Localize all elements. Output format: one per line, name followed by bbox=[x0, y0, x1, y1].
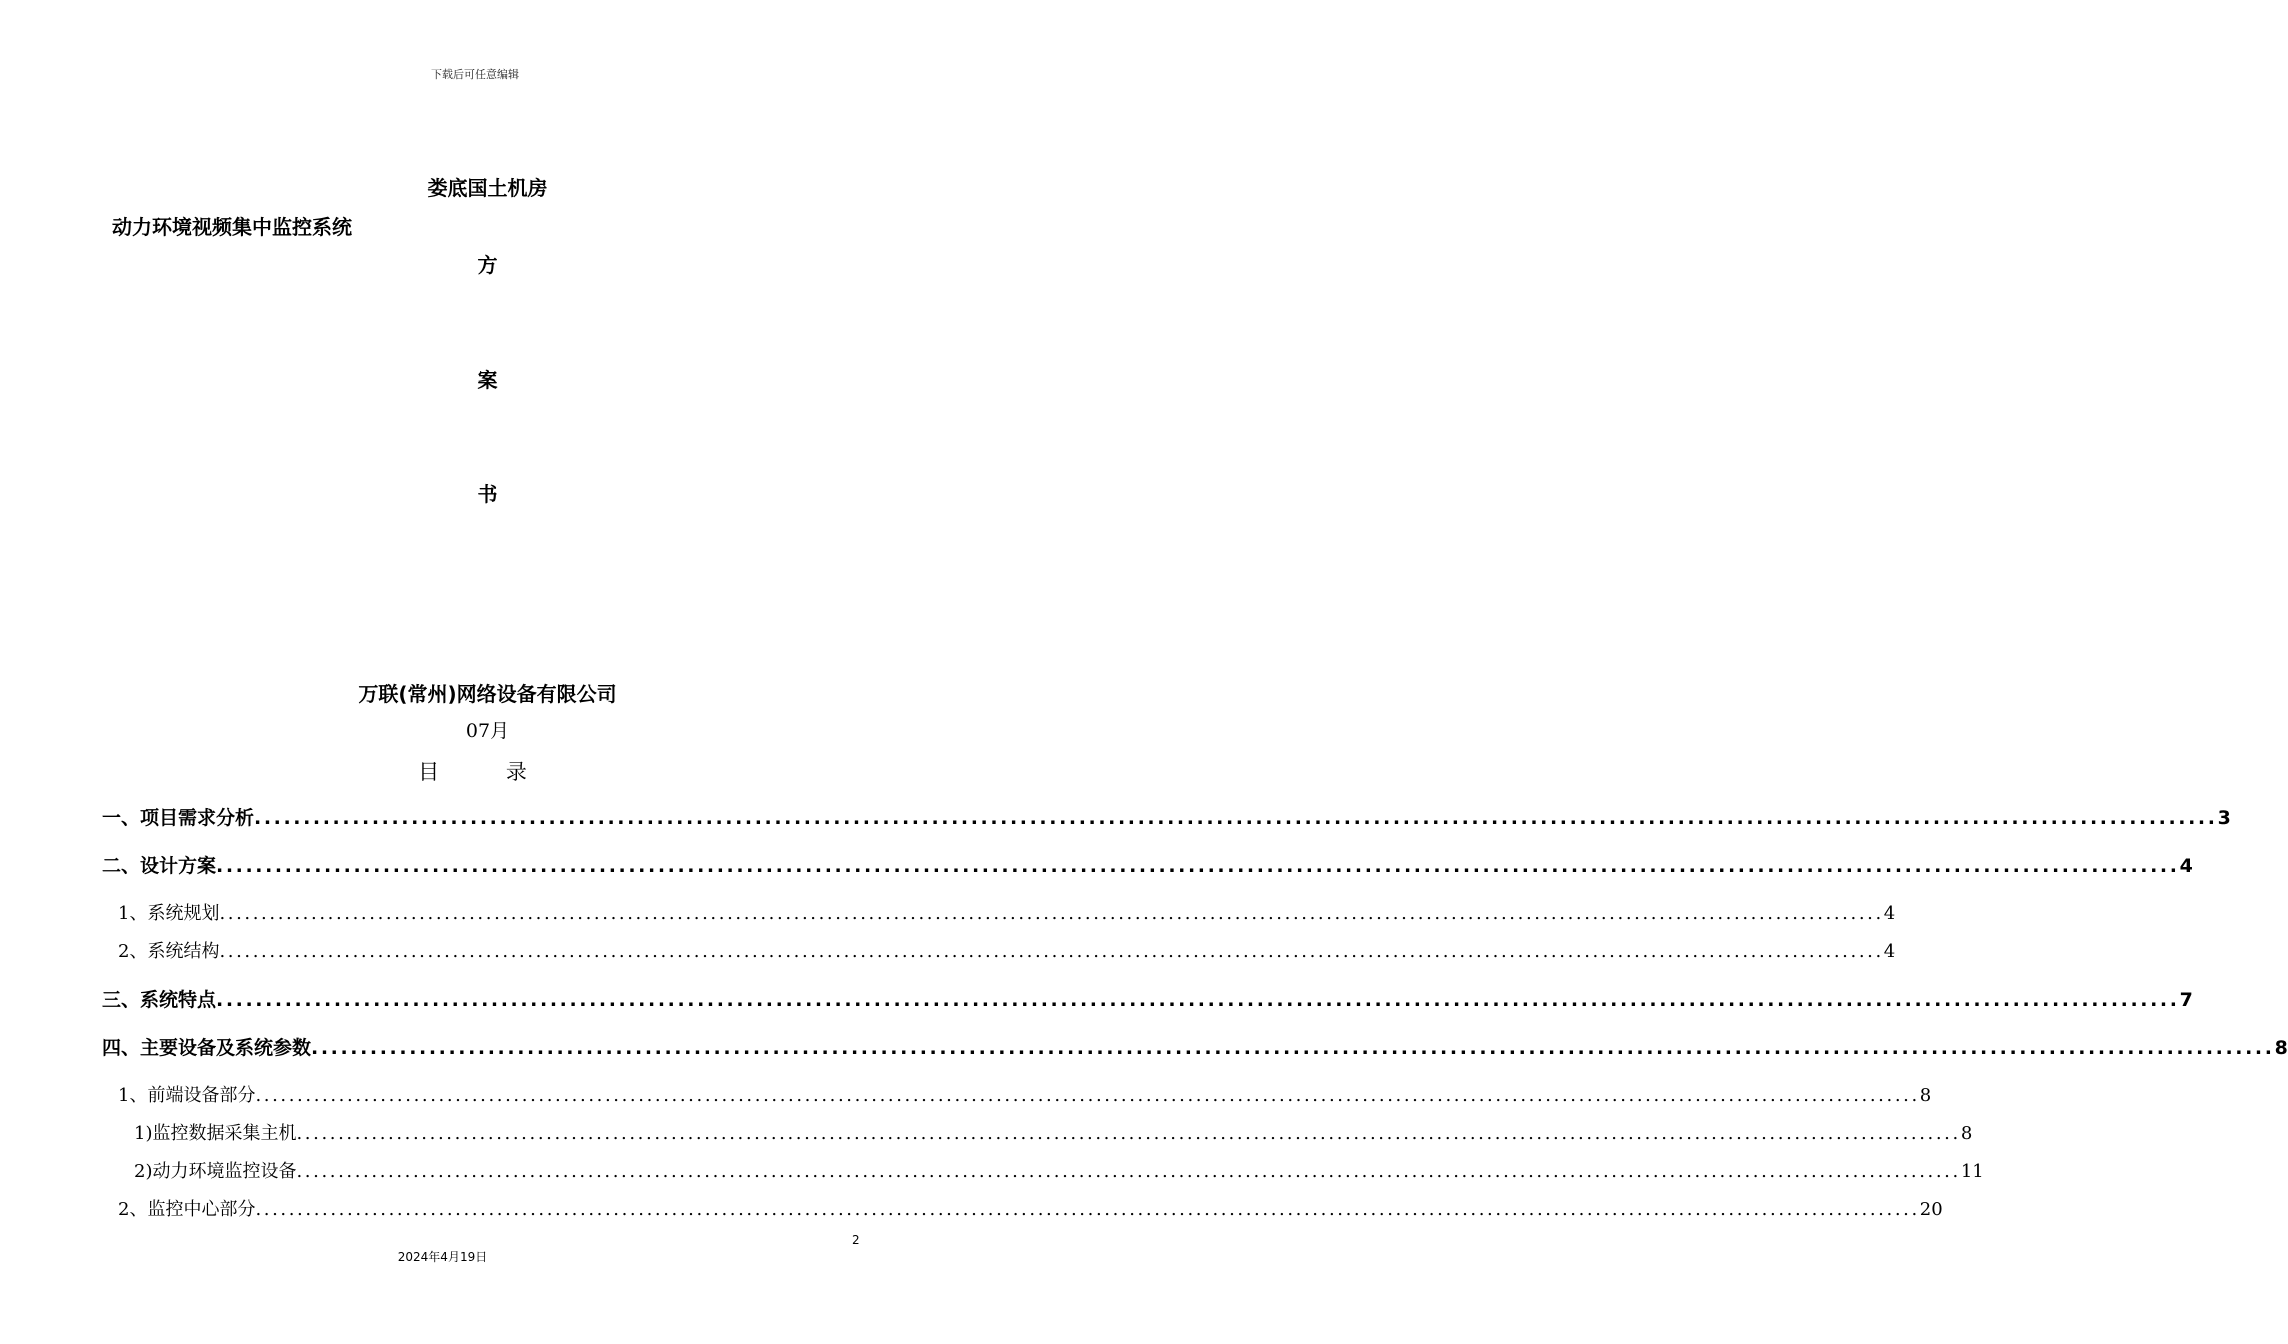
toc-entry-label: 1)监控数据采集主机 bbox=[134, 1123, 297, 1144]
toc-entry[interactable] bbox=[102, 851, 2193, 878]
vertical-title-char-2: 案 bbox=[477, 368, 498, 392]
toc-entry-page: 4 bbox=[1883, 903, 1896, 924]
toc-entry-label: 1、系统规划 bbox=[118, 903, 220, 924]
document-title-line-1: 娄底国土机房 bbox=[427, 176, 548, 200]
toc-entry-label: 二、设计方案 bbox=[102, 855, 217, 877]
toc-entry-label: 2)动力环境监控设备 bbox=[134, 1161, 297, 1182]
toc-entry-page: 4 bbox=[1883, 941, 1896, 962]
toc-leader-dots: ........................................................................................................................................................................................................ bbox=[255, 1085, 1920, 1106]
toc-leader-dots: ........................................................................................................................................................................................................ bbox=[219, 903, 1884, 924]
toc-entry[interactable] bbox=[118, 1195, 1943, 1221]
document-title-line-2: 动力环境视频集中监控系统 bbox=[112, 215, 352, 239]
footer-date: 2024年4月19日 bbox=[397, 1250, 488, 1264]
toc-entry-page: 8 bbox=[1960, 1123, 1973, 1144]
toc-entry[interactable] bbox=[118, 899, 1896, 925]
company-name: 万联(常州)网络设备有限公司 bbox=[358, 682, 617, 706]
toc-entry-label: 1、前端设备部分 bbox=[118, 1085, 256, 1106]
document-month: 07月 bbox=[465, 720, 510, 742]
toc-entry[interactable] bbox=[102, 985, 2193, 1012]
toc-leader-dots: ........................................................................................................................................................................................................ bbox=[311, 1037, 2275, 1059]
toc-entry-label: 2、系统结构 bbox=[118, 941, 220, 962]
header-note: 下载后可任意编辑 bbox=[431, 68, 519, 81]
vertical-title-char-1: 方 bbox=[477, 253, 498, 277]
page-number: 2 bbox=[852, 1233, 860, 1247]
toc-entry-label: 四、主要设备及系统参数 bbox=[102, 1037, 312, 1059]
toc-title: 目 录 bbox=[418, 760, 557, 784]
toc-leader-dots: ........................................................................................................................................................................................................ bbox=[216, 989, 2180, 1011]
toc-entry-label: 三、系统特点 bbox=[102, 989, 217, 1011]
toc-entry[interactable] bbox=[134, 1157, 1984, 1183]
toc-entry-label: 一、项目需求分析 bbox=[102, 807, 255, 829]
toc-entry[interactable] bbox=[102, 1033, 2288, 1060]
toc-entry-page: 3 bbox=[2217, 807, 2231, 829]
toc-entry-page: 4 bbox=[2179, 855, 2193, 877]
toc-entry-page: 8 bbox=[1919, 1085, 1932, 1106]
toc-entry-page: 7 bbox=[2179, 989, 2193, 1011]
toc-leader-dots: ........................................................................................................................................................................................................ bbox=[219, 941, 1884, 962]
toc-entry[interactable] bbox=[118, 937, 1896, 963]
vertical-title-char-3: 书 bbox=[477, 482, 498, 506]
toc-entry[interactable] bbox=[102, 803, 2231, 830]
toc-entry-page: 11 bbox=[1960, 1161, 1984, 1182]
toc-leader-dots: ........................................................................................................................................................................................................ bbox=[216, 855, 2180, 877]
toc-entry-label: 2、监控中心部分 bbox=[118, 1199, 256, 1220]
toc-leader-dots: ........................................................................................................................................................................................................ bbox=[255, 1199, 1920, 1220]
toc-leader-dots: ........................................................................................................................................................................................................ bbox=[296, 1161, 1961, 1182]
toc-entry-page: 8 bbox=[2274, 1037, 2288, 1059]
toc-entry[interactable] bbox=[118, 1081, 1932, 1107]
toc-entry[interactable] bbox=[134, 1119, 1973, 1145]
toc-leader-dots: ........................................................................................................................................................................................................ bbox=[254, 807, 2218, 829]
toc-leader-dots: ........................................................................................................................................................................................................ bbox=[296, 1123, 1961, 1144]
toc-entry-page: 20 bbox=[1919, 1199, 1943, 1220]
